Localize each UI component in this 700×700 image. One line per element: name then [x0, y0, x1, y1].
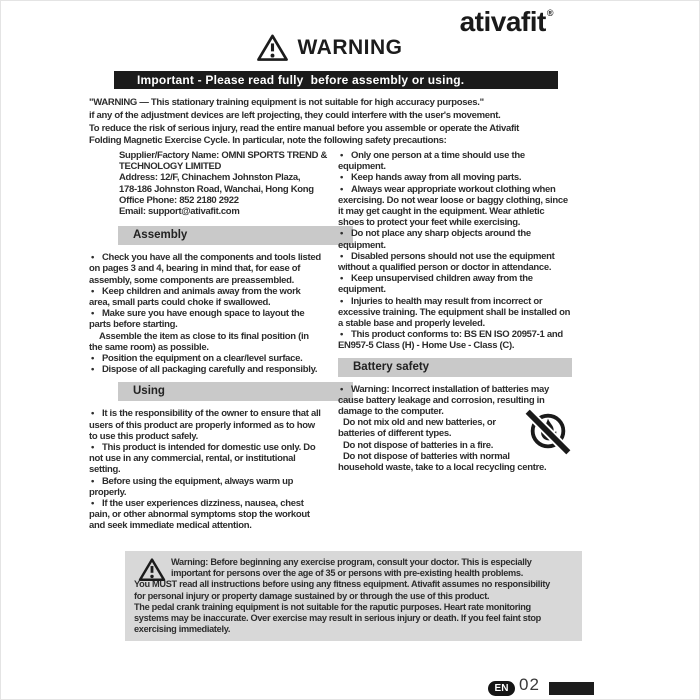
supplier-line: TECHNOLOGY LIMITED — [119, 161, 222, 173]
list-item-text: Injuries to health may result from incorrect or excessive training. The equipment shall be installed on a stable base and properly leveled. — [338, 295, 571, 330]
using-section-header: Using — [118, 382, 353, 401]
list-item-text: Do not place any sharp objects around the equipment. — [338, 228, 531, 251]
list-item-text: Before using the equipment, always warm up properly. — [89, 475, 294, 498]
list-item-text: Keep hands away from all moving parts. — [351, 172, 522, 184]
warning-box-line: You MUST read all instructions before using any fitness equipment. Ativafit assumes no responsibility — [134, 579, 550, 590]
battery-safety-list — [338, 384, 572, 474]
intro-line: "WARNING — This stationary training equipment is not suitable for high accuracy purposes." — [89, 97, 484, 108]
bullet-icon: • — [340, 228, 344, 240]
list-item-text: Do not mix old and new batteries, or batteries of different types. — [338, 417, 496, 440]
list-item — [89, 498, 321, 532]
bullet-icon: • — [340, 273, 344, 285]
supplier-line: 178-186 Johnston Road, Wanchai, Hong Kong — [119, 183, 314, 195]
intro-line: if any of the adjustment devices are left projecting, they could interfere with the user's movement. — [89, 109, 501, 121]
list-item-text: Make sure you have enough space to layout the parts before starting. — [89, 308, 305, 331]
list-item — [338, 251, 572, 273]
left-column — [89, 150, 345, 532]
list-item-text: Only one person at a time should use the equipment. — [338, 150, 525, 173]
warning-heading — [1, 33, 699, 62]
list-item — [338, 296, 572, 330]
list-item — [338, 150, 572, 172]
supplier-line: Email: support@ativafit.com — [119, 206, 240, 218]
list-item — [338, 184, 572, 229]
list-item-text: Warning: Incorrect installation of batteries may cause battery leakage and corrosion, resulting in damage to the computer. — [338, 383, 549, 418]
intro-line: To reduce the risk of serious injury, read the entire manual before you assemble or operate the Ativafit — [89, 122, 520, 134]
assembly-list — [89, 252, 321, 375]
list-item-text: Check you have all the components and tools listed on pages 3 and 4, bearing in mind that, for ease of assembly, some components are preassembled. — [89, 252, 321, 286]
using-list — [89, 408, 321, 531]
warning-triangle-icon — [138, 557, 166, 582]
warning-box-line: important for persons over the age of 35 or persons with pre-existing health problems. — [171, 568, 523, 579]
warning-triangle-icon — [256, 33, 289, 62]
battery-safety-section-header: Battery safety — [338, 358, 572, 377]
warning-box-line: for personal injury or property damage sustained by or through the use of this product. — [134, 590, 490, 601]
bullet-icon: • — [340, 183, 344, 195]
list-item — [89, 442, 321, 476]
important-banner: Important - Please read fully before assembly or using. — [114, 71, 558, 89]
warning-heading-text: WARNING — [297, 35, 403, 59]
list-item-text: Keep children and animals away from the work area, small parts could choke if swallowed. — [89, 285, 301, 309]
bullet-icon: • — [91, 308, 95, 320]
bullet-icon: • — [340, 295, 344, 307]
list-item — [89, 331, 321, 353]
list-item — [338, 172, 572, 183]
bullet-icon: • — [91, 498, 95, 510]
list-item — [89, 308, 321, 330]
bullet-icon: • — [91, 442, 95, 454]
warning-box-line: exercising immediately. — [134, 624, 231, 635]
supplier-line: Supplier/Factory Name: OMNI SPORTS TREND & — [119, 150, 328, 161]
bullet-icon: • — [91, 353, 95, 365]
list-item — [89, 286, 321, 308]
supplier-info — [119, 150, 345, 217]
bullet-icon: • — [91, 364, 95, 376]
bullet-icon: • — [91, 408, 95, 420]
list-item-text: If the user experiences dizziness, nausea, chest pain, or other abnormal symptoms stop the workout and seek immediate medical attention. — [89, 498, 310, 532]
list-item — [338, 273, 572, 295]
language-badge: EN — [488, 681, 515, 696]
warning-box-line: Warning: Before beginning any exercise program, consult your doctor. This is especially — [171, 557, 532, 567]
list-item-text: It is the responsibility of the owner to ensure that all users of this product are properly informed as to how to use this product safely. — [89, 408, 321, 442]
list-item-text: Always wear appropriate workout clothing when exercising. Do not wear loose or baggy clothing, since it may get caught in the equipment. Wear athletic shoes to protect your feet while exercising. — [338, 183, 568, 229]
list-item — [89, 353, 321, 364]
list-item — [89, 476, 321, 498]
list-item-text: This product conforms to: BS EN ISO 20957-1 and EN957-5 Class (H) - Home Use - Class (C). — [338, 329, 563, 352]
list-item — [338, 228, 572, 250]
list-item-text: Dispose of all packaging carefully and responsibly. — [102, 364, 318, 376]
safety-list — [338, 150, 572, 352]
page-number: 02 — [519, 675, 540, 694]
warning-box-line: The pedal crank training equipment is not suitable for the raputic purposes. Heart rate monitoring — [134, 601, 531, 612]
list-item — [89, 252, 321, 286]
right-column — [338, 150, 572, 473]
supplier-line: Office Phone: 852 2180 2922 — [119, 194, 239, 206]
brand-logo-text: ativafit — [459, 6, 546, 37]
bullet-icon: • — [340, 250, 344, 262]
list-item-text: Do not dispose of batteries with normal household waste, take to a local recycling centre. — [338, 450, 547, 474]
list-item-text: Do not dispose of batteries in a fire. — [343, 439, 494, 451]
bullet-icon: • — [91, 475, 95, 487]
bullet-icon: • — [91, 252, 95, 264]
assembly-section-header: Assembly — [118, 226, 353, 245]
list-item-text: Disabled persons should not use the equipment without a qualified person or doctor in attendance. — [338, 250, 555, 274]
intro-line: Folding Magnetic Exercise Cycle. In particular, note the following safety precautions: — [89, 135, 447, 147]
list-item-text: This product is intended for domestic use only. Do not use in any commercial, rental, or institutional setting. — [89, 442, 316, 476]
doctor-warning-box — [125, 551, 582, 641]
list-item-text: Assemble the item as close to its final position (in the same room) as possible. — [89, 330, 309, 353]
registered-trademark-icon: ® — [546, 8, 553, 18]
list-item-text: Keep unsupervised children away from the equipment. — [338, 273, 533, 296]
bullet-icon: • — [340, 150, 344, 161]
warning-box-line: systems may be inaccurate. Over exercise may result in serious injury or death. If you feel faint stop — [134, 613, 541, 624]
supplier-line: Address: 12/F, Chinachem Johnston Plaza, — [119, 172, 301, 184]
no-fire-icon — [524, 409, 572, 455]
list-item — [338, 329, 572, 351]
bullet-icon: • — [91, 285, 95, 297]
bullet-icon: • — [340, 172, 344, 184]
bullet-icon: • — [340, 383, 344, 395]
bullet-icon: • — [340, 329, 344, 341]
footer-bar — [549, 682, 594, 695]
list-item — [89, 364, 321, 375]
intro-paragraph — [89, 97, 613, 148]
list-item-text: Position the equipment on a clear/level surface. — [102, 353, 303, 365]
list-item — [89, 408, 321, 442]
